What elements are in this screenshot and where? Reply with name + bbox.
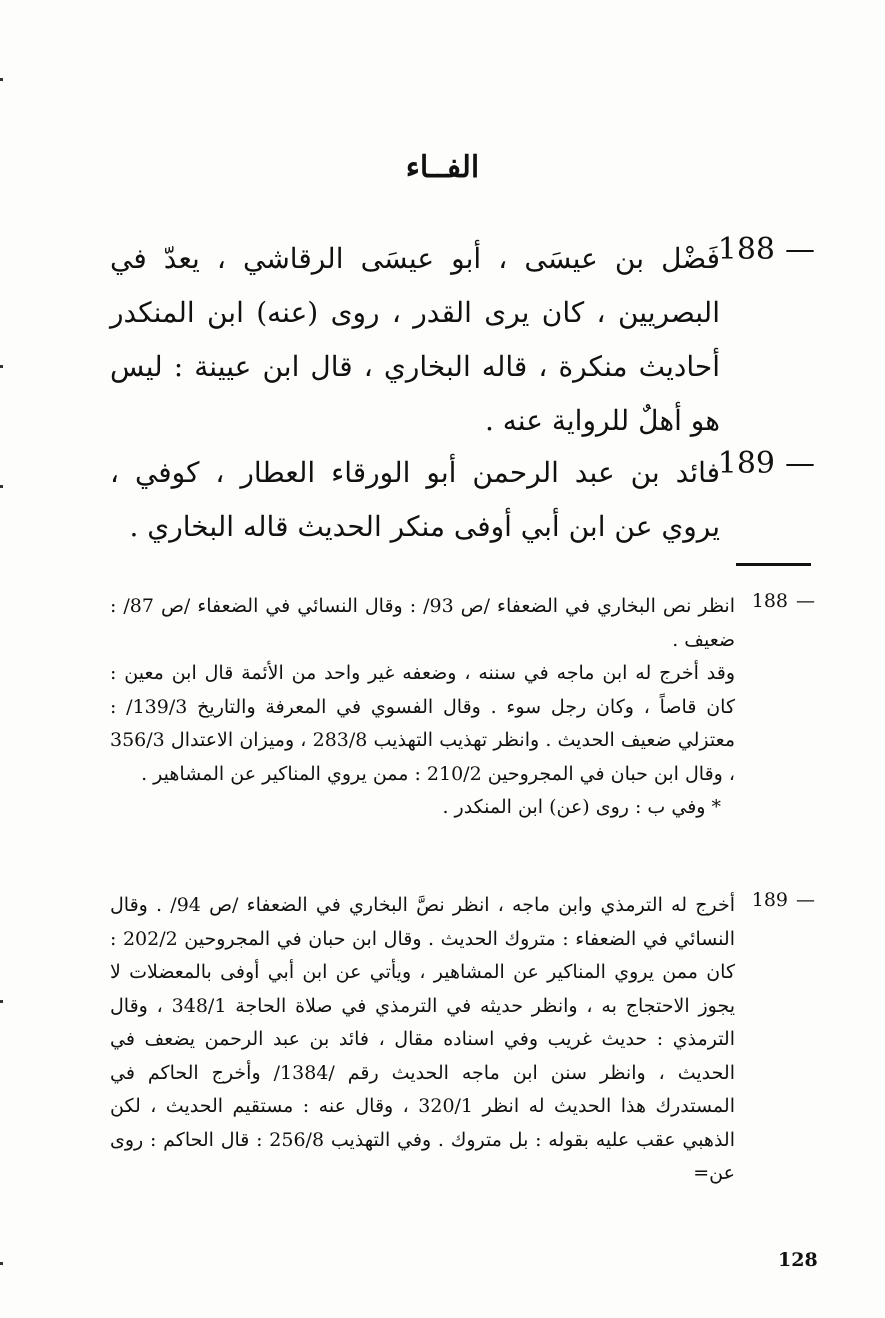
- footnote-number-value: 188: [751, 590, 788, 612]
- scan-speck: [0, 365, 3, 368]
- footnote-paragraph: أخرج له الترمذي وابن ماجه ، انظر نصَّ البخاري في الضعفاء /ص 94/ . وقال النسائي في الضعفاء : متروك الحديث . وقال ابن حبان في المجروحين 202/2 : كان ممن يروي المناكير عن المشاهير ، ويأتي عن ابن أبي أوفى بالمعضلات لا يجوز الاحتجاج به ، وانظر حديثه في الترمذي في صلاة الحاجة 348/1 ، وقال الترمذي : حديث غريب وفي اسناده مقال ، فائد بن عبد الرحمن يضعف في الحديث ، وانظر سنن ابن ماجه الحديث رقم /1384/ وأخرج الحاكم في المستدرك هذا الحديث له انظر 320/1 ، وقال عنه : مستقيم الحديث ، لكن الذهبي عقب عليه بقوله : بل متروك . وفي التهذيب 256/8 : قال الحاكم : روى عن=: [110, 894, 735, 1184]
- entry-text: فائد بن عبد الرحمن أبو الورقاء العطار ، كوفي ، يروي عن ابن أبي أوفى منكر الحديث قاله البخاري .: [110, 456, 720, 543]
- footnote-separator: [736, 563, 811, 566]
- scan-speck: [0, 1262, 3, 1265]
- entry-189: [110, 446, 815, 554]
- entry-text: فَضْل بن عيسَى ، أبو عيسَى الرقاشي ، يعدّ في البصريين ، كان يرى القدر ، روى (عنه) ابن المنكدر أحاديث منكرة ، قاله البخاري ، قال ابن عيينة : ليس هو أهلٌ للرواية عنه .: [110, 242, 720, 437]
- entry-number: [718, 446, 815, 481]
- footnote-number: [752, 590, 815, 612]
- entry-number-value: 188: [717, 232, 775, 267]
- footnote-188: [110, 590, 815, 825]
- footnote-star-note: * وفي ب : روى (عن) ابن المنكدر .: [442, 796, 721, 818]
- entry-dash: —: [785, 232, 815, 267]
- footnote-text: [110, 889, 735, 1191]
- footnote-paragraph: وقد أخرج له ابن ماجه في سننه ، وضعفه غير واحد من الأئمة قال ابن معين : كان قاصاً ، وكان رجل سوء . وقال الفسوي في المعرفة والتاريخ 139/3/ : معتزلي ضعيف الحديث . وانظر تهذيب التهذيب 283/8 ، وميزان الاعتدال 356/3 ، وقال ابن حبان في المجروحين 210/2 : ممن يروي المناكير عن المشاهير .: [110, 662, 735, 785]
- entry-number: [718, 232, 815, 267]
- footnote-number-value: 189: [751, 889, 788, 911]
- footnote-paragraph: انظر نص البخاري في الضعفاء /ص 93/ : وقال النسائي في الضعفاء /ص 87/ : ضعيف .: [110, 595, 736, 651]
- page-number: 128: [778, 1249, 818, 1271]
- scan-speck: [0, 78, 3, 81]
- footnote-dash: —: [796, 889, 815, 911]
- footnote-text: [110, 590, 735, 825]
- footnote-number: [752, 889, 815, 911]
- entry-188: [110, 232, 815, 448]
- entry-number-value: 189: [717, 446, 775, 481]
- scan-speck: [0, 485, 3, 488]
- footnote-dash: —: [796, 590, 815, 612]
- entry-dash: —: [785, 446, 815, 481]
- footnote-189: [110, 889, 815, 1191]
- scan-speck: [0, 1000, 3, 1003]
- section-title: الفــاء: [405, 150, 480, 185]
